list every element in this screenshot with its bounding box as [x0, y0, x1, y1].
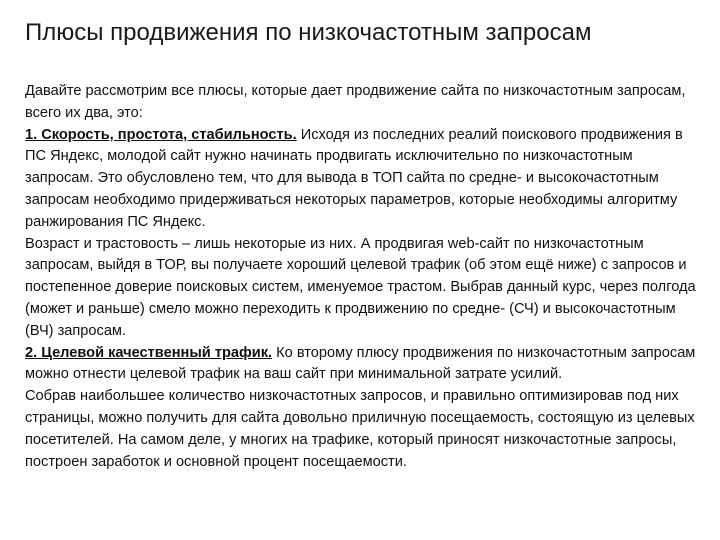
paragraph-text: Исходя из последних реалий поискового продвижения в ПС Яндекс, молодой сайт нужно начинать продвигать исключительно по низкочастотным запросам. Это обусловлено тем, что для вывода в ТОП сайта по средне- и высокочастотным запросам необходимо придерживаться некоторых параметров, которые необходимы алгоритму ранжирования ПС Яндекс. [25, 126, 683, 230]
paragraph-text: Давайте рассмотрим все плюсы, которые дает продвижение сайта по низкочастотным запросам, всего их два, это: [25, 83, 686, 121]
paragraph-text: Возраст и трастовость – лишь некоторые из них. А продвигая web-сайт по низкочастотным запросам, выйдя в ТОР, вы получаете хороший целевой трафик (об этом ещё ниже) с запросов и постепенное доверие поисковых систем, именуемое трастом. Выбрав данный курс, через полгода (может и раньше) смело можно переходить к продвижению по средне- (СЧ) и высокочастотным (ВЧ) запросам. [25, 235, 696, 339]
point-heading: 1. Скорость, простота, стабильность. [25, 126, 297, 143]
point-heading: 2. Целевой качественный трафик. [25, 344, 273, 361]
paragraph-intro [25, 81, 705, 125]
paragraph-point-2 [25, 343, 705, 387]
paragraph-text: Собрав наибольшее количество низкочастотных запросов, и правильно оптимизировав под них страницы, можно получить для сайта довольно приличную посещаемость, состоящую из целевых посетителей. На самом деле, у многих на трафике, который приносят низкочастотные запросы, построен заработок и основной процент посещаемости. [25, 388, 695, 470]
slide-title: Плюсы продвижения по низкочастотным запросам [25, 19, 592, 46]
paragraph-age-trust [25, 234, 705, 343]
paragraph-text: Ко второму плюсу продвижения по низкочастотным запросам можно отнести целевой трафик на ваш сайт при минимальной затрате усилий. [25, 344, 696, 383]
paragraph-point-1 [25, 125, 705, 234]
paragraph-conclusion [25, 386, 705, 473]
slide-body [25, 81, 705, 473]
